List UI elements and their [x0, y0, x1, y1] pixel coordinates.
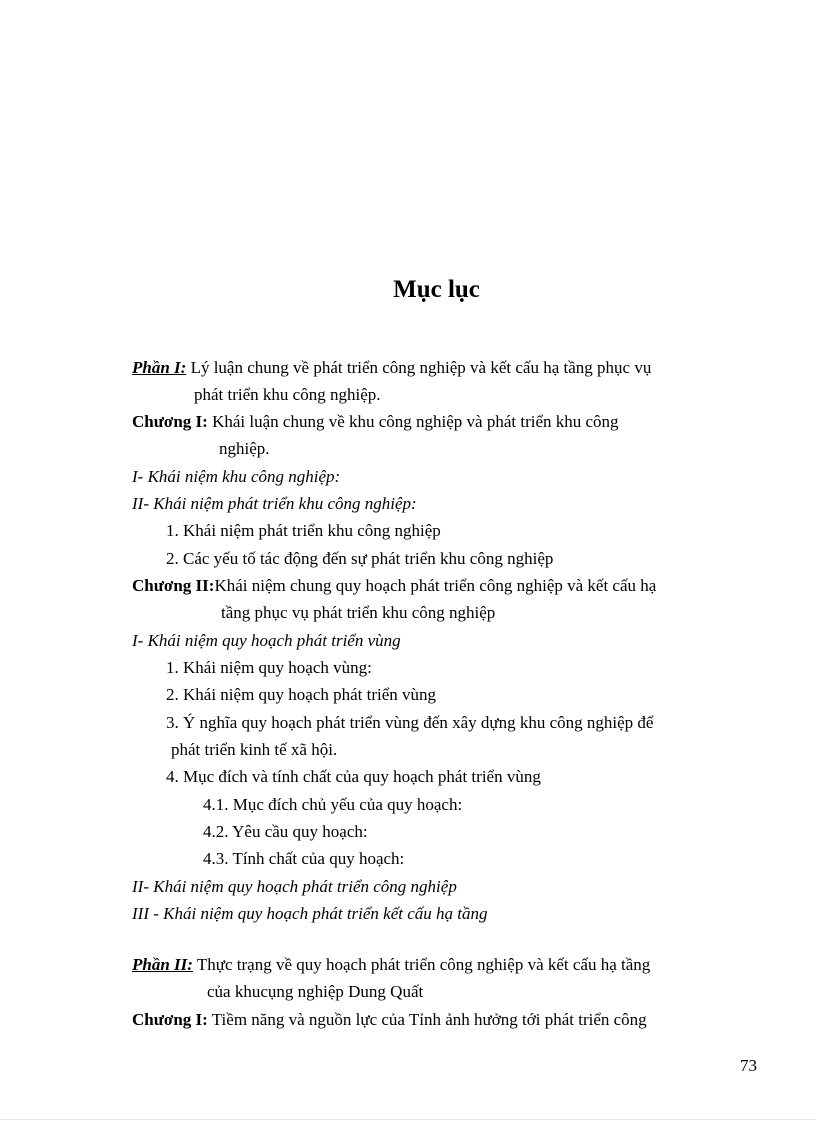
chapter-2-text-cont: tầng phục vụ phát triển khu công nghiệp: [221, 603, 496, 622]
part-1-text: Lý luận chung về phát triển công nghiệp và kết cấu hạ tầng phục vụ: [186, 358, 652, 377]
toc-section-2-3: III - Khái niệm quy hoạch phát triển kết cấu hạ tầng: [132, 904, 488, 923]
toc-part-2: [132, 955, 650, 975]
toc-chapter-2-1: [132, 1010, 647, 1030]
part-2-label: Phần II:: [132, 955, 193, 974]
toc-section-1-2: II- Khái niệm phát triển khu công nghiệp:: [132, 494, 417, 513]
toc-part-1: [132, 358, 651, 378]
chapter-1-label: Chương I:: [132, 412, 208, 431]
page-number: 73: [740, 1056, 757, 1075]
page-title: Mục lục: [393, 276, 480, 303]
part-2-chapter-1-text: Tiềm năng và nguồn lực của Tỉnh ảnh hưởng tới phát triển công: [207, 1010, 647, 1029]
chapter-2-label: Chương II:: [132, 576, 215, 595]
toc-chapter-1: [132, 412, 619, 432]
toc-item: 1. Khái niệm quy hoạch vùng:: [166, 658, 372, 677]
toc-section-1-1: I- Khái niệm khu công nghiệp:: [132, 467, 341, 486]
part-2-text-cont: của khucụng nghiệp Dung Quất: [207, 982, 424, 1001]
toc-item: 3. Ý nghĩa quy hoạch phát triển vùng đến xây dựng khu công nghiệp để: [166, 713, 654, 732]
toc-subitem: 4.1. Mục đích chủ yếu của quy hoạch:: [203, 795, 463, 814]
toc-item: 2. Các yếu tố tác động đến sự phát triển khu công nghiệp: [166, 549, 554, 568]
chapter-1-text-cont: nghiệp.: [219, 439, 270, 458]
toc-subitem: 4.3. Tính chất của quy hoạch:: [203, 849, 405, 868]
chapter-2-text: Khái niệm chung quy hoạch phát triển công nghiệp và kết cấu hạ: [214, 576, 657, 595]
part-1-text-cont: phát triển khu công nghiệp.: [194, 385, 381, 404]
toc-subitem: 4.2. Yêu cầu quy hoạch:: [203, 822, 368, 841]
toc-chapter-2: [132, 576, 656, 596]
toc-item: 2. Khái niệm quy hoạch phát triển vùng: [166, 685, 437, 704]
toc-section-2-2: II- Khái niệm quy hoạch phát triển công nghiệp: [132, 877, 457, 896]
toc-section-2-1: I- Khái niệm quy hoạch phát triển vùng: [132, 631, 401, 650]
toc-item: 4. Mục đích và tính chất của quy hoạch phát triển vùng: [166, 767, 541, 786]
bottom-rule: [0, 1119, 816, 1120]
part-2-chapter-1-label: Chương I:: [132, 1010, 208, 1029]
toc-item: 1. Khái niệm phát triển khu công nghiệp: [166, 521, 441, 540]
part-2-text: Thực trạng về quy hoạch phát triển công nghiệp và kết cấu hạ tầng: [192, 955, 651, 974]
chapter-1-text: Khái luận chung về khu công nghiệp và phát triển khu công: [207, 412, 619, 431]
toc-item-cont: phát triển kinh tế xã hội.: [171, 740, 338, 759]
part-1-label: Phần I:: [132, 358, 187, 377]
